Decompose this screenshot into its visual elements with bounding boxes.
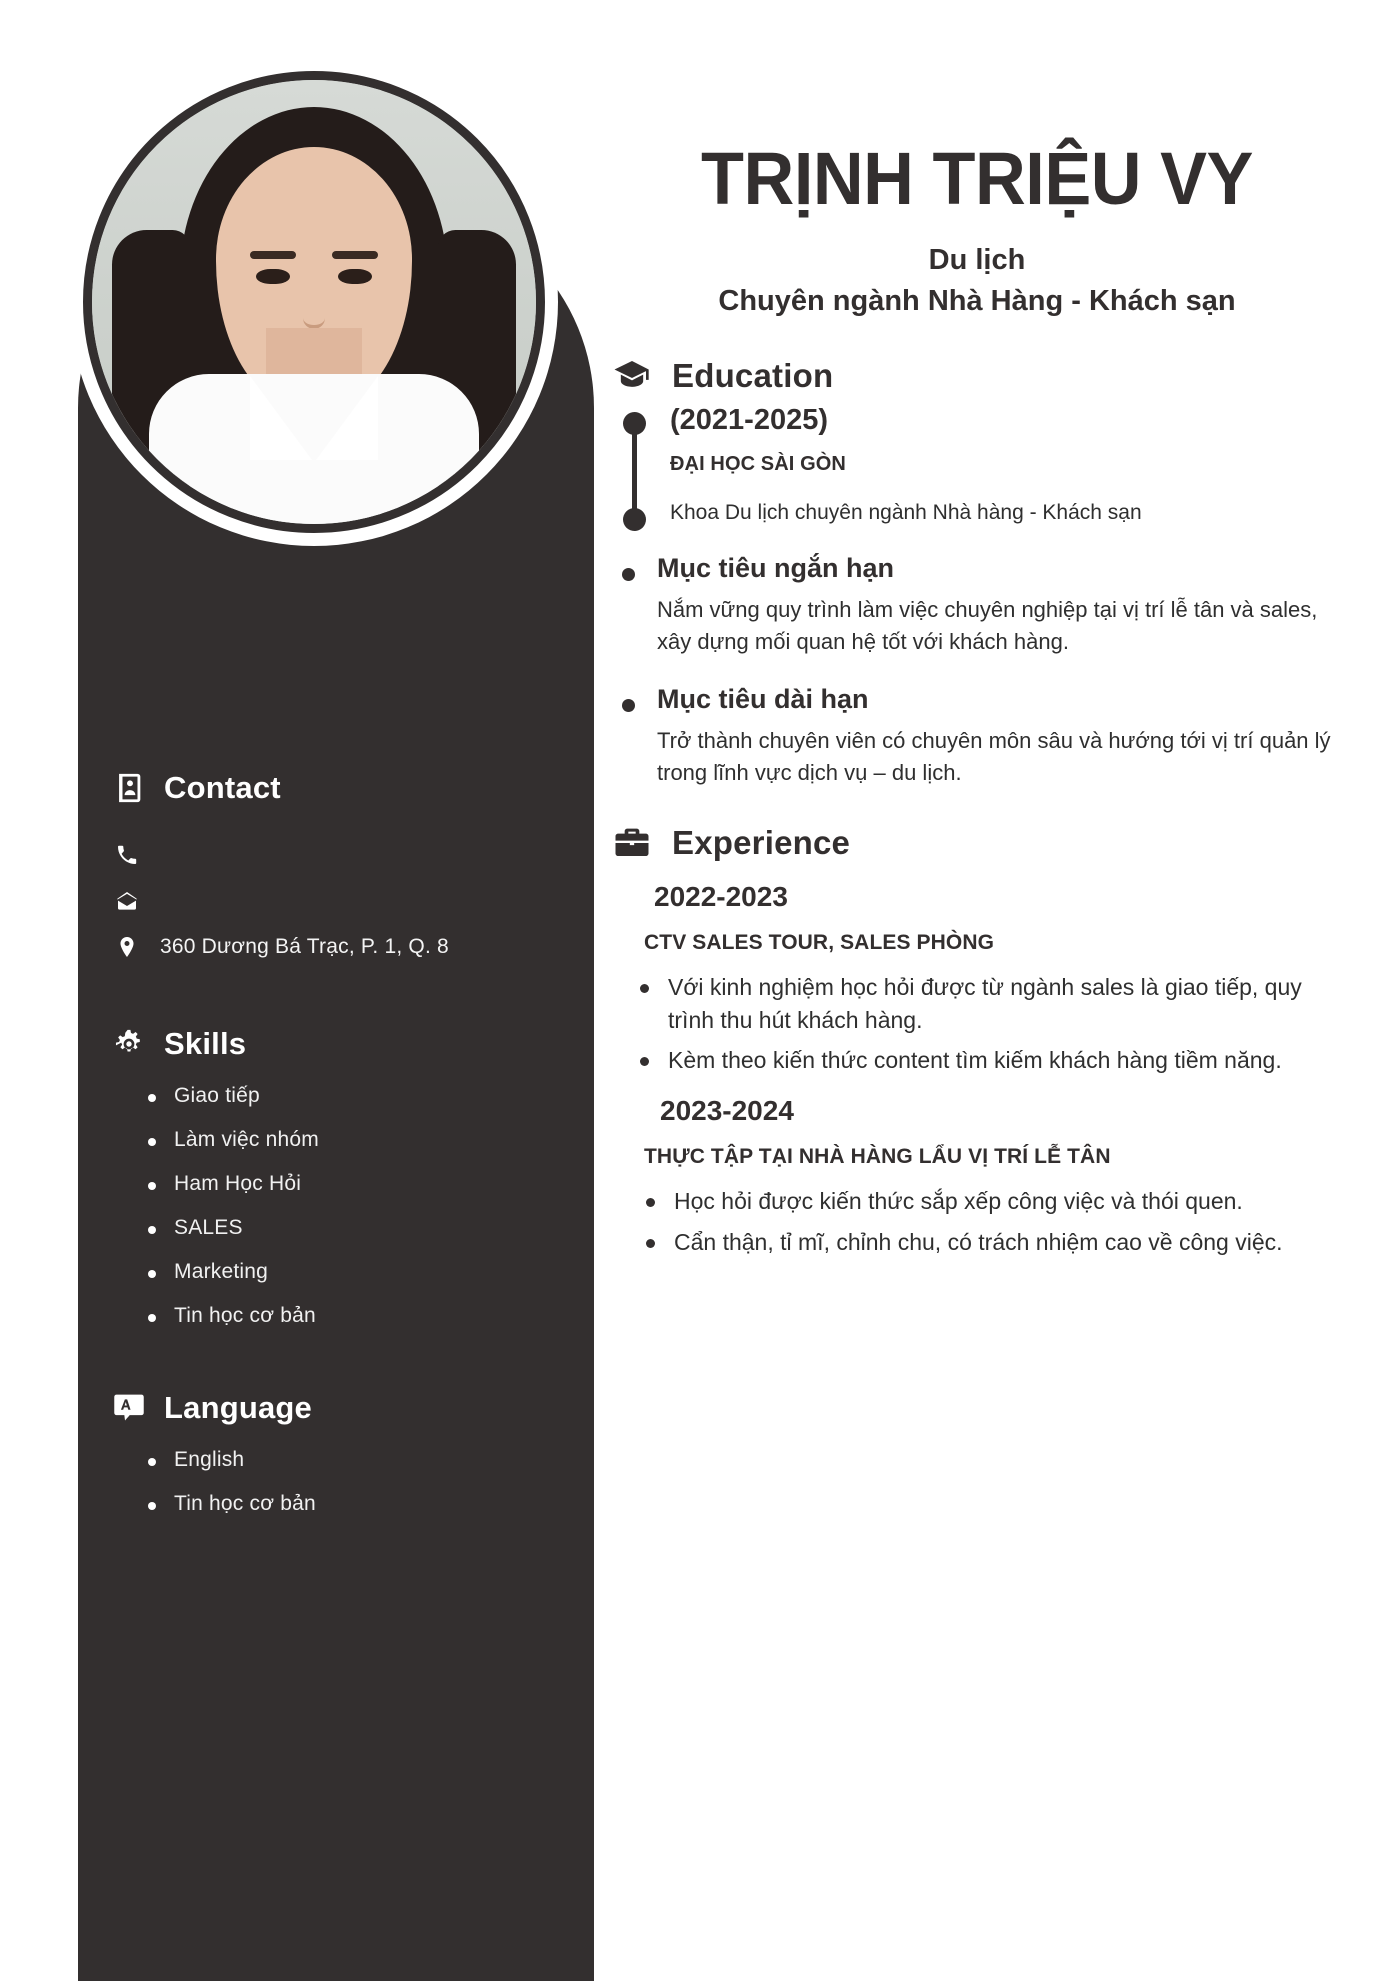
goal-text: Trở thành chuyên viên có chuyên môn sâu và hướng tới vị trí quản lý trong lĩnh vực dịch vụ – du lịch. [657,728,1331,786]
goal-long-term [612,684,1342,789]
list-item: Học hỏi được kiến thức sắp xếp công việc và thói quen. [640,1185,1342,1218]
education-title: Education [672,357,834,395]
list-item: Với kinh nghiệm học hỏi được từ ngành sales là giao tiếp, quy trình thu hút khách hàng. [634,971,1342,1036]
header-subtitle [612,240,1342,322]
spacer [112,970,560,1014]
sidebar-content [78,758,594,1536]
list-item: Kèm theo kiến thức content tìm kiếm khách hàng tiềm năng. [634,1044,1342,1077]
avatar-image [83,71,545,533]
experience-entry-1 [612,881,1342,1077]
contact-card-icon [112,771,146,805]
goal-title: Mục tiêu dài hạn [657,684,869,715]
list-item: English [146,1448,560,1472]
address-value: 360 Dương Bá Trạc, P. 1, Q. 8 [160,935,449,958]
language-title: Language [164,1390,313,1425]
education-description: Khoa Du lịch chuyên ngành Nhà hàng - Khách sạn [670,501,1142,525]
gear-icon [112,1027,146,1061]
subtitle-line-1: Du lịch [928,243,1026,276]
subtitle-line-2: Chuyên ngành Nhà Hàng - Khách sạn [718,284,1236,317]
experience-bullets [634,971,1342,1077]
experience-role: THỰC TẬP TẠI NHÀ HÀNG LẨU VỊ TRÍ LỄ TÂN [644,1144,1111,1168]
translate-icon [112,1391,146,1425]
list-item: Marketing [146,1260,560,1284]
list-item: Làm việc nhóm [146,1128,560,1152]
bullet-icon [622,699,635,712]
goal-text: Nắm vững quy trình làm việc chuyên nghiệp tại vị trí lễ tân và sales, xây dựng mối quan hệ tốt với khách hàng. [657,597,1318,655]
experience-entry-2 [612,1095,1342,1258]
contact-row-phone[interactable] [112,832,560,878]
timeline-dot-top [623,412,646,435]
timeline-dot-bottom [623,508,646,531]
experience-years: 2023-2024 [660,1094,794,1126]
spacer [112,1348,560,1378]
page-title: TRỊNH TRIỆU VY [701,137,1253,220]
avatar [70,58,558,546]
experience-role: CTV SALES TOUR, SALES PHÒNG [644,930,995,954]
list-item: SALES [146,1216,560,1240]
contact-title: Contact [164,770,281,805]
portrait-illustration [92,80,536,524]
education-years: (2021-2025) [670,404,828,437]
bullet-icon [622,568,635,581]
main-content [594,0,1400,1981]
experience-section-header [612,823,1342,863]
contact-section-header [112,770,560,806]
goal-title: Mục tiêu ngắn hạn [657,553,895,584]
education-entry [612,404,1342,527]
email-icon [112,888,142,914]
experience-bullets [640,1185,1342,1258]
list-item: Giao tiếp [146,1084,560,1108]
briefcase-icon [612,823,652,863]
list-item: Ham Học Hỏi [146,1172,560,1196]
language-section-header [112,1390,560,1426]
location-pin-icon [112,934,142,960]
graduation-cap-icon [612,356,652,396]
phone-icon [112,842,142,868]
contact-row-email[interactable] [112,878,560,924]
goal-short-term [612,553,1342,658]
skills-title: Skills [164,1026,247,1061]
contact-row-address[interactable] [112,924,560,970]
list-item: Cẩn thận, tỉ mĩ, chỉnh chu, có trách nhiệm cao về công việc. [640,1226,1342,1259]
contact-rows [112,832,560,970]
experience-title: Experience [672,823,851,861]
education-section-header [612,356,1342,396]
list-item: Tin học cơ bản [146,1304,560,1328]
list-item: Tin học cơ bản [146,1492,560,1516]
experience-years: 2022-2023 [654,880,788,912]
language-list [146,1448,560,1516]
skills-list [146,1084,560,1328]
skills-section-header [112,1026,560,1062]
education-school: ĐẠI HỌC SÀI GÒN [670,453,846,476]
